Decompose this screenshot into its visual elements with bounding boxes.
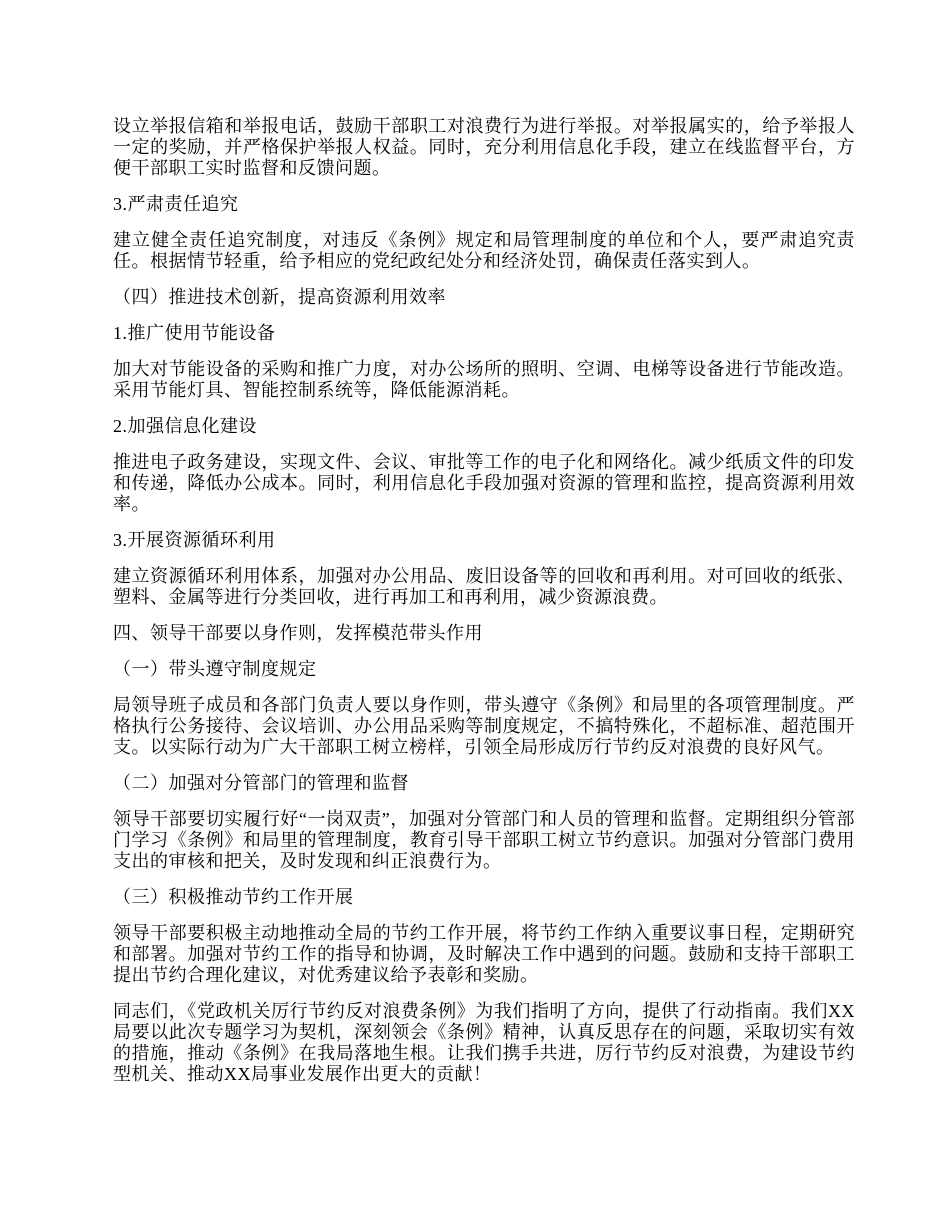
paragraph: 加大对节能设备的采购和推广力度，对办公场所的照明、空调、电梯等设备进行节能改造。采用节能灯具、智能控制系统等，降低能源消耗。 [113, 359, 855, 400]
heading-section-heading: 四、领导干部要以身作则，发挥模范带头作用 [113, 623, 483, 643]
paragraph: 设立举报信箱和举报电话，鼓励干部职工对浪费行为进行举报。对举报属实的，给予举报人一定的奖励，并严格保护举报人权益。同时，充分利用信息化手段，建立在线监督平台，方便干部职工实时监督和反馈问题。 [113, 116, 855, 178]
paragraph: 同志们，《党政机关厉行节约反对浪费条例》为我们指明了方向，提供了行动指南。我们XX局要以此次专题学习为契机，深刻领会《条例》精神，认真反思存在的问题，采取切实有效的措施，推动《条例》在我局落地生根。让我们携手共进，厉行节约反对浪费，为建设节约型机关、推动XX局事业发展作出更大的贡献！ [113, 1001, 855, 1084]
paragraph: 领导干部要切实履行好“一岗双责”，加强对分管部门和人员的管理和监督。定期组织分管部门学习《条例》和局里的管理制度，教育引导干部职工树立节约意识。加强对分管部门费用支出的审核和把关，及时发现和纠正浪费行为。 [113, 809, 855, 871]
heading-numbered-heading: 2.加强信息化建设 [113, 416, 257, 436]
heading-paren-heading: （三）积极推动节约工作开展 [113, 887, 354, 907]
paragraph: 领导干部要积极主动地推动全局的节约工作开展，将节约工作纳入重要议事日程，定期研究和部署。加强对节约工作的指导和协调，及时解决工作中遇到的问题。鼓励和支持干部职工提出节约合理化建议，对优秀建议给予表彰和奖励。 [113, 923, 855, 985]
paragraph: 建立资源循环利用体系，加强对办公用品、废旧设备等的回收和再利用。对可回收的纸张、塑料、金属等进行分类回收，进行再加工和再利用，减少资源浪费。 [113, 566, 855, 607]
paragraph: 推进电子政务建设，实现文件、会议、审批等工作的电子化和网络化。减少纸质文件的印发和传递，降低办公成本。同时，利用信息化手段加强对资源的管理和监控，提高资源利用效率。 [113, 452, 855, 514]
paragraph: 局领导班子成员和各部门负责人要以身作则，带头遵守《条例》和局里的各项管理制度。严格执行公务接待、会议培训、办公用品采购等制度规定，不搞特殊化，不超标准、超范围开支。以实际行动为广大干部职工树立榜样，引领全局形成厉行节约反对浪费的良好风气。 [113, 695, 855, 757]
heading-paren-heading: （一）带头遵守制度规定 [113, 659, 317, 679]
heading-paren-heading: （二）加强对分管部门的管理和监督 [113, 773, 409, 793]
paragraph: 建立健全责任追究制度，对违反《条例》规定和局管理制度的单位和个人，要严肃追究责任。根据情节轻重，给予相应的党纪政纪处分和经济处罚，确保责任落实到人。 [113, 230, 855, 271]
heading-paren-heading: （四）推进技术创新，提高资源利用效率 [113, 287, 446, 307]
heading-numbered-heading: 1.推广使用节能设备 [113, 323, 276, 343]
heading-numbered-heading: 3.开展资源循环利用 [113, 530, 276, 550]
heading-numbered-heading: 3.严肃责任追究 [113, 194, 239, 214]
document-text-area [113, 116, 855, 1100]
